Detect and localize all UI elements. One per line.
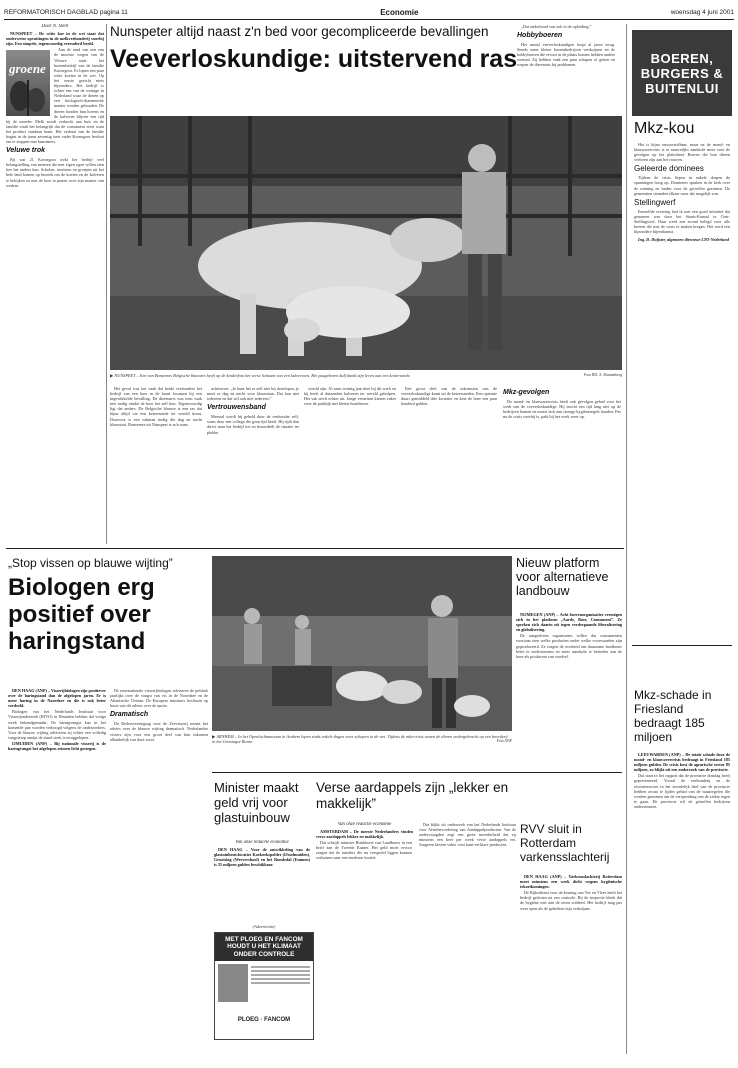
top-right-subhead-1: Hobbyboeren [517, 32, 563, 40]
sidebar-body-2: Tijdens de crisis liepen in enkele dorpen de spanningen hoog op. Dominees spraken in de kerk over de ruiming en baden voor de getroffen gezinnen. De gemeenten steunden elkaar waar dat mogelijk was. [634, 175, 730, 196]
page-header [4, 6, 734, 20]
biologen-col-1 [8, 688, 106, 1058]
sidebar-column [634, 142, 730, 642]
section-name: Economie [380, 8, 419, 17]
sidebar-subhead-2: Stellingwerf [634, 197, 676, 207]
top-article-col-4-text: Een groot deel van de inkomsten van de veeverloskundige komt uit de keizersneden. Een operatie duurt gemiddeld drie kwartier en kost de boer een paar honderd gulden. [401, 386, 497, 407]
minister-body: Dat schrijft minister Brinkhorst van Landbouw in een brief aan de Tweede Kamer. Het geld moet ervoor zorgen dat de tuinders die nu verspreid liggen kunnen verhuizen naar een moderne locatie. [316, 840, 412, 861]
left-column-body-2: Bij wat 21 Kornegoor trekt het bedrijf veel belangstelling van mensen die met eigen ogen willen zien hoe het anders kan. Scholen, toeristen en groepen uit het hele land komen op bezoek om de koeien en de kalveren te bekijken en met de boer te praten over zijn manier van werken. [6, 157, 104, 188]
triangle-icon-2: ▶ [212, 734, 217, 739]
top-right-body-1: Het aantal veeverloskundigen loopt al jaren terug. Steeds meer kleine boerenbedrijven verdwijnen en de hobbyboeren die ervoor in de plaats komen hebben andere wensen. Zij hebben vaak een paar schapen of geiten en roepen de dierenarts bij problemen. [517, 42, 615, 68]
aardappels-column [316, 822, 516, 1058]
top-right-subhead-2: Mkz-gevolgen [503, 389, 550, 396]
top-article-kicker: Nunspeter altijd naast z'n bed voor gecompliceerde bevallingen [110, 24, 489, 39]
biologen-kicker: „Stop vissen op blauwe wijting” [8, 556, 173, 570]
top-article-col-4 [401, 386, 497, 544]
sheep-photo-credit: Foto ANP [496, 739, 512, 743]
sheep-photo-caption [212, 734, 512, 744]
aardappels-byline: Van onze redactie economie [337, 822, 392, 827]
cow-photo-credit: Foto RD, A. Dannenberg [583, 373, 622, 377]
sheep-illustration-icon [212, 556, 512, 731]
left-column-body: Aan de rand van een van de mooiste wegen van de Veluwe staat het boerenbedrijf van de familie Kornegoor. Er lopen een paar witte koeien in de wei. Op het eerste gezicht niets bijzonders. Het bedrijf is echter een van de weinige in Nederland waar de dieren op een biologisch-dynamische manier worden gehouden. De dieren houden hun horens en de kalveren blijven een tijd bij de moeder. Melk wordt verkocht aan huis en de familie vindt het belangrijk dat de consument weet waar het product vandaan komt. Het verhaal van de familie begint in de jaren zeventig toen vader Kornegoor besloot om te stoppen met kunstmest. [6, 47, 104, 145]
biologen-headline: Biologen erg positief over haringstand [8, 574, 155, 655]
cow-photo-caption [110, 373, 622, 378]
rvv-body: De Rijksdienst voor de keuring van Vee en Vlees heeft het bedrijf gesloten na een controle. Bij de inspectie bleek dat de hygiëne niet aan de eisen voldeed. Het bedrijf mag pas weer open als de gebreken zijn verholpen. [520, 890, 622, 911]
top-article-col-2 [207, 386, 299, 544]
top-right-intro: „Dat onderhoud van ook in de opleiding.” [521, 24, 592, 29]
sidebar-banner [632, 30, 732, 116]
friesland-body: Dat staat in het rapport dat de provincie dinsdag heeft gepresenteerd. Vooral de veehouderij en de recreatiesector in het noordelijk deel van de provincie hebben zwaar te lijden gehad van de maatregelen die werden genomen om de verspreiding van de ziekte tegen te gaan. De provincie wil de getroffen bedrijven ondersteunen. [634, 773, 730, 809]
top-article-col-3-text: schold zijn. Al ruim twintig jaar doet hij dit werk en hij heeft al duizenden kalveren ter wereld geholpen. Het vak sterft echter uit. Jonge veeartsen kiezen vaker voor de praktijk met kleine huisdieren. [304, 386, 396, 407]
minister-headline: Minister maakt geld vrij voor glastuinbouw [214, 780, 299, 825]
sidebar-body-3: Eenzelfde ervaring had ik met een goed initiatief dat genomen was door het Staats-Kanaal in Oost-Stellingwerf. Daar werd een avond belegd voor alle boeren die met de crisis te maken kregen. Het werd een bijzondere bijeenkomst. [634, 208, 730, 235]
platform-headline: Nieuw platform voor alternatieve landbouw [516, 556, 609, 598]
aardappels-headline: Verse aardappels zijn „lekker en makkelijk” [316, 780, 509, 811]
top-right-column-lower [503, 386, 621, 544]
sidebar-divider [626, 24, 627, 1054]
advert-text-lines [251, 964, 310, 1002]
top-article-subhead: Vertrouwensband [207, 404, 266, 412]
top-article-col-2-text: achterover. „Je kunt het er zelf niet bij doorlopen, je moet er dag en nacht voor klaarstaan. Dat kan niet iedereen en dat wil ook niet iedereen.” [207, 386, 299, 402]
top-article-col-2b-text: Meestal wordt hij gebeld door de veehouder zelf, soms door een collega die geen tijd heeft. Hij rijdt dan direct naar het bedrijf toe en beoordeelt de situatie ter plekke. [207, 414, 299, 435]
friesland-lead: LEEUWARDEN (ANP) – De totale schade door de mond- en klauwzeercrisis bedraagt in Friesland 185 miljoen gulden. De crisis kost de agrarische sector 85 miljoen, zo blijkt uit een onderzoek van de provincie. [634, 752, 730, 773]
friesland-rule [632, 645, 732, 646]
advert-label: (Advertentie) [252, 924, 276, 929]
newspaper-name: REFORMATORISCH DAGBLAD pagina 11 [4, 9, 128, 16]
rvv-headline: RVV sluit in Rotterdam varkensslachterij [520, 822, 610, 864]
triangle-icon: ▶ [110, 373, 115, 378]
cow-photo-caption-text: NUNSPEET – Een van Bonsemes Belgische blauwen heeft op de kinderfoto het verse lichaam van een kalvertoen. Het pasgeboren kalf dankt zijn leven aan een keizersnede. [114, 373, 411, 378]
sidebar-banner-text: BOEREN, BURGERS & BUITENLUI [640, 50, 724, 96]
biologen-col-2-text: De internationale visserijbiologen adviseren de politiek jaarlijks over de vangst van vis in de Noordzee en de Atlantische Oceaan. De Europese ministers beslissen op basis van dit advies over de quota. [110, 688, 208, 709]
advert-body [215, 961, 313, 1005]
column-divider [106, 24, 107, 544]
left-column-subhead: Veluwe trok [6, 147, 46, 155]
top-right-body-2: De mond- en klauwzeercrisis heeft ook gevolgen gehad voor het werk van de veeverloskundige. Hij mocht een tijd lang niet op de bedrijven komen en moest zich aan strenge hygiëneregels houden. Pas nu de crisis voorbij is, pakt hij het werk weer op. [503, 399, 621, 420]
sheep-photo [212, 556, 512, 731]
groene-logo-word: groene [9, 61, 46, 77]
friesland-column [634, 752, 730, 1058]
rvv-column [520, 874, 622, 1058]
left-column-byline: Door N. Sterk [41, 24, 69, 29]
top-right-column [517, 24, 615, 116]
advert-image [218, 964, 248, 1002]
platform-column [516, 612, 622, 782]
biologen-lead: DEN HAAG (ANP) – Visserijbiologen zijn positiever over de haringstand dan de afgelopen jaren. Er is meer haring in de Noordzee en die is ook beter verdeeld. [8, 688, 106, 709]
left-column [6, 24, 104, 544]
sidebar-signature: Ing. D. Duijster, algemeen directeur LTO-Nederland [638, 237, 729, 243]
platform-lead: NIJMEGEN (ANP) – Acht boerenorganisaties verenigen zich in het platform „Aarde, Boer, Consument”. Ze spreken zich daarin uit tegen verdergaande liberalisering en globalisering. [516, 612, 622, 633]
biologen-subhead: Dramatisch [110, 711, 149, 719]
biologen-col-2 [110, 688, 208, 1058]
top-article-col-3 [304, 386, 396, 544]
advert-brand: PLOEG · FANCOM [237, 1017, 291, 1024]
biologen-body: Biologen van het Nederlands Instituut voor Visserijonderzoek (RIVO) in IJmuiden hebben dat vorige week bekendgemaakt. De haringvangst kan in het komende jaar worden verhoogd volgens de onderzoekers. Voor de blauwe wijting adviseren zij echter een volledig vangststop omdat de stand sterk is teruggelopen. [8, 709, 106, 740]
advert-title: MET PLOEG EN FANCOM HOUDT U HET KLIMAAT ONDER CONTROLE [215, 933, 313, 961]
ploeg-fancom-advert [214, 932, 314, 1040]
top-article-col-1 [110, 386, 202, 544]
aardappels-body: Dat blijkt uit onderzoek van het Nederlands Instituut voor Afzetbevordering van Aardappelproducten. Van de ondervraagden zegt een grote meerderheid dat zij minstens een keer per week verse aardappels eet. Jongeren kiezen vaker voor kant-en-klare producten. [419, 822, 516, 848]
biologen-sign: IJMUIDEN (ANP) – Bij nationale visserij is de haringvangst het afgelopen seizoen licht gestegen. [8, 740, 106, 752]
minister-rule [212, 772, 622, 773]
section-rule [6, 548, 624, 549]
page-date: woensdag 4 juni 2001 [670, 9, 734, 16]
groene-logo [6, 50, 50, 116]
top-article-headline: Veeverloskundige: uitstervend ras [110, 45, 518, 73]
minister-byline: Van onze redactie economie [235, 840, 289, 845]
top-article-col-1-text: Het geval was het vaak dat beide veehouders het bedrijf van een boer in de buurt kwamen bij een ingewikkelde bevalling. De dierenarts was toen vaak niet nodig omdat de boer het zelf kon. Tegenwoordig ligt dat anders. De Belgische blauwe is een ras dat bijna altijd via een keizersnede ter wereld komt. Daarvoor is een vakman nodig die dag en nacht klaarstaat. Bonsemes uit Nunspeet is zo'n man. [110, 386, 202, 427]
rvv-lead: DEN HAAG (ANP) – Varkensslachterij Rotterdam moet minstens een week dicht wegens hygiënische tekortkomingen. [520, 874, 622, 890]
friesland-headline: Mkz-schade in Friesland bedraagt 185 miljoen [634, 688, 712, 744]
left-column-lead: NUNSPEET – De witte koe in de wei staat dat ouderwetse opvattingen in de melkveehouderij voorbij zijn. Een simpele, tegenwoordig verouderd beeld. [6, 31, 104, 47]
sidebar-subhead-1: Geleerde dominees [634, 164, 704, 174]
minister-lead: DEN HAAG – Voor de ontwikkeling van de glastuinbouwlocaties Koekoekspolder (IJsselmuiden), Grootslag (Wervershoof) en het Rundedal (Emmen) is 55 miljoen gulden beschikbaar. [214, 847, 310, 868]
leaf-illustration-icon [6, 50, 50, 116]
sidebar-title: Mkz-kou [634, 120, 695, 137]
platform-body: De aangesloten organisaties willen dat consumenten voortaan zien welke producten onder welke voorwaarden zijn geproduceerd. Ze vragen de overheid om duurzame landbouw beter te ondersteunen en meer aandacht te besteden aan de boer als producent van voedsel. [516, 633, 622, 659]
biologen-col-2b-text: De Redersvereniging voor de Zeevisserij noemt het advies over de blauwe wijting dramatisch. Nederlandse vissers zijn voor een groot deel van hun inkomen afhankelijk van deze soort. [110, 721, 208, 742]
aardappels-lead: AMSTERDAM – De meeste Nederlanders vinden verse aardappels lekker en makkelijk. [316, 829, 413, 840]
cow-barn-illustration-icon [110, 116, 622, 370]
sidebar-body-1: Het is bijna onvoorstelbaar, maar na de mond- en klauwzeercrisis is er nauwelijks aandacht meer voor de gevolgen op het platteland. Boeren die hun dieren verloren zijn aan het rouwen. [634, 142, 730, 163]
cow-calf-photo [110, 116, 622, 370]
sheep-photo-caption-text: ARNHEM – In het Openluchtmuseum in Arnhem lopen sinds enkele dagen weer schapen in de wei. Tijdens de mkz-crisis waren de dieren ondergebracht op een boerderij in het Groningse Borne. [212, 734, 508, 744]
